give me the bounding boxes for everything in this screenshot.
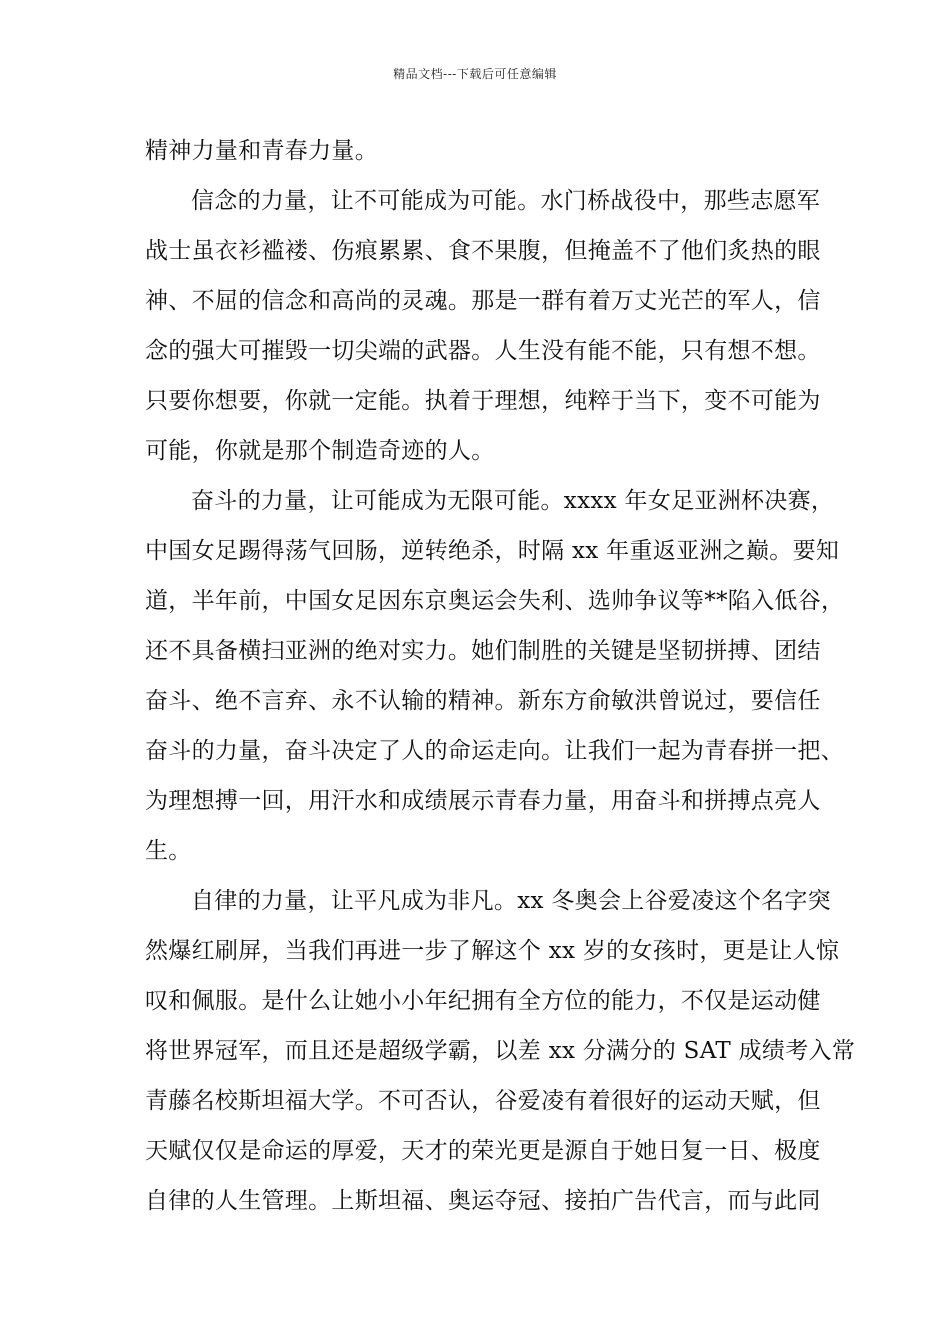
text-line: 自律的人生管理。上斯坦福、奥运夺冠、接拍广告代言，而与此同 xyxy=(145,1188,821,1214)
text-line: 神、不屈的信念和高尚的灵魂。那是一群有着万丈光芒的军人，信 xyxy=(145,288,821,314)
text-line: 道，半年前，中国女足因东京奥运会失利、选帅争议等**陷入低谷， xyxy=(145,588,845,614)
text-line: 只要你想要，你就一定能。执着于理想，纯粹于当下，变不可能为 xyxy=(145,388,821,414)
text-line: 中国女足踢得荡气回肠，逆转绝杀，时隔 xx 年重返亚洲之巅。要知 xyxy=(145,538,840,564)
text-line: 可能，你就是那个制造奇迹的人。 xyxy=(145,438,495,464)
paragraph-start-line: 信念的力量，让不可能成为可能。水门桥战役中，那些志愿军 xyxy=(191,188,821,214)
page-header: 精品文档---下载后可任意编辑 xyxy=(393,67,557,81)
text-line: 青藤名校斯坦福大学。不可否认，谷爱凌有着很好的运动天赋，但 xyxy=(145,1088,821,1114)
text-line: 战士虽衣衫褴褛、伤痕累累、食不果腹，但掩盖不了他们炙热的眼 xyxy=(145,238,821,264)
text-line: 奋斗、绝不言弃、永不认输的精神。新东方俞敏洪曾说过，要信任 xyxy=(145,688,821,714)
text-line: 然爆红刷屏，当我们再进一步了解这个 xx 岁的女孩时，更是让人惊 xyxy=(145,938,840,964)
text-line: 生。 xyxy=(145,838,192,864)
text-line: 为理想搏一回，用汗水和成绩展示青春力量，用奋斗和拼搏点亮人 xyxy=(145,788,821,814)
text-line: 叹和佩服。是什么让她小小年纪拥有全方位的能力，不仅是运动健 xyxy=(145,988,821,1014)
paragraph-start-line: 自律的力量，让平凡成为非凡。xx 冬奥会上谷爱凌这个名字突 xyxy=(191,888,831,914)
paragraph-start-line: 奋斗的力量，让可能成为无限可能。xxxx 年女足亚洲杯决赛， xyxy=(191,488,835,514)
text-line: 精神力量和青春力量。 xyxy=(145,138,378,164)
text-line: 念的强大可摧毁一切尖端的武器。人生没有能不能，只有想不想。 xyxy=(145,338,821,364)
text-line: 将世界冠军，而且还是超级学霸，以差 xx 分满分的 SAT 成绩考入常 xyxy=(145,1038,856,1064)
document-body xyxy=(145,126,856,1226)
text-line: 天赋仅仅是命运的厚爱，天才的荣光更是源自于她日复一日、极度 xyxy=(145,1138,821,1164)
text-line: 奋斗的力量，奋斗决定了人的命运走向。让我们一起为青春拼一把、 xyxy=(145,738,844,764)
text-line: 还不具备横扫亚洲的绝对实力。她们制胜的关键是坚韧拼搏、团结 xyxy=(145,638,821,664)
